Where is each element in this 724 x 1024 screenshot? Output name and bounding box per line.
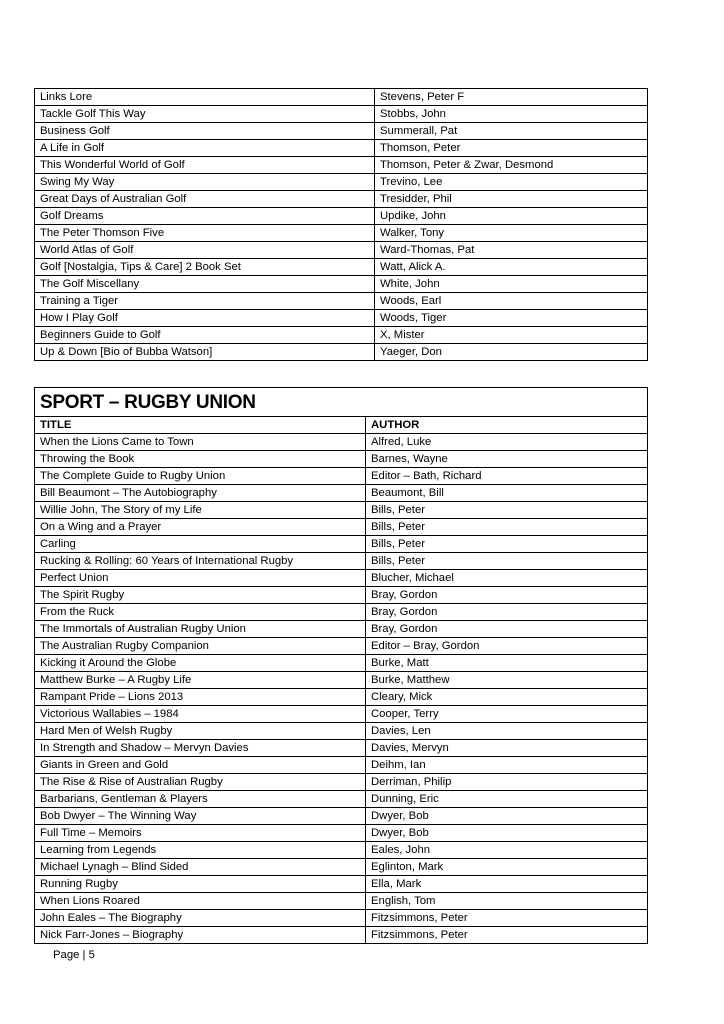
golf-books-body [35,89,648,361]
book-author-cell: Bills, Peter [366,536,648,553]
table-row [35,259,648,276]
book-author-cell: Bray, Gordon [366,604,648,621]
table-row [35,106,648,123]
book-author-cell: Barnes, Wayne [366,451,648,468]
table-row [35,587,648,604]
table-row [35,519,648,536]
book-author-cell: Alfred, Luke [366,434,648,451]
table-row [35,825,648,842]
book-author-cell: Bray, Gordon [366,587,648,604]
book-author-cell: Stobbs, John [375,106,648,123]
book-author-cell: Editor – Bath, Richard [366,468,648,485]
table-row [35,191,648,208]
book-title-cell: Golf Dreams [35,208,375,225]
book-title-cell: The Spirit Rugby [35,587,366,604]
table-row [35,740,648,757]
table-row [35,242,648,259]
table-row [35,910,648,927]
book-title-cell: The Rise & Rise of Australian Rugby [35,774,366,791]
book-author-cell: Summerall, Pat [375,123,648,140]
table-row [35,893,648,910]
table-row [35,327,648,344]
book-title-cell: How I Play Golf [35,310,375,327]
book-author-cell: Trevino, Lee [375,174,648,191]
book-author-cell: Ella, Mark [366,876,648,893]
book-author-cell: Eales, John [366,842,648,859]
book-title-cell: Training a Tiger [35,293,375,310]
book-title-cell: World Atlas of Golf [35,242,375,259]
book-title-cell: Beginners Guide to Golf [35,327,375,344]
book-title-cell: Bob Dwyer – The Winning Way [35,808,366,825]
column-header-row [35,417,648,434]
book-author-cell: White, John [375,276,648,293]
book-title-cell: Perfect Union [35,570,366,587]
book-title-cell: Business Golf [35,123,375,140]
table-row [35,553,648,570]
book-title-cell: Michael Lynagh – Blind Sided [35,859,366,876]
book-author-cell: Burke, Matt [366,655,648,672]
book-author-cell: Bills, Peter [366,519,648,536]
table-row [35,655,648,672]
table-row [35,808,648,825]
table-row [35,927,648,944]
table-row [35,208,648,225]
section-title-row [35,388,648,417]
book-title-cell: This Wonderful World of Golf [35,157,375,174]
book-title-cell: From the Ruck [35,604,366,621]
book-title-cell: Rampant Pride – Lions 2013 [35,689,366,706]
table-row [35,502,648,519]
table-row [35,157,648,174]
table-row [35,859,648,876]
table-row [35,174,648,191]
book-title-cell: Bill Beaumont – The Autobiography [35,485,366,502]
table-row [35,842,648,859]
table-row [35,276,648,293]
book-author-cell: Davies, Mervyn [366,740,648,757]
book-author-cell: Woods, Tiger [375,310,648,327]
table-row [35,689,648,706]
book-title-cell: Hard Men of Welsh Rugby [35,723,366,740]
table-row [35,570,648,587]
book-author-cell: Bills, Peter [366,553,648,570]
book-title-cell: When the Lions Came to Town [35,434,366,451]
book-title-cell: Rucking & Rolling: 60 Years of International Rugby [35,553,366,570]
book-author-cell: Editor – Bray, Gordon [366,638,648,655]
table-row [35,451,648,468]
book-author-cell: Bills, Peter [366,502,648,519]
table-row [35,434,648,451]
book-title-cell: Links Lore [35,89,375,106]
book-author-cell: Eglinton, Mark [366,859,648,876]
table-row [35,876,648,893]
book-title-cell: Matthew Burke – A Rugby Life [35,672,366,689]
book-author-cell: Derriman, Philip [366,774,648,791]
book-title-cell: Kicking it Around the Globe [35,655,366,672]
book-author-cell: Davies, Len [366,723,648,740]
book-author-cell: Burke, Matthew [366,672,648,689]
book-author-cell: Fitzsimmons, Peter [366,927,648,944]
book-title-cell: Up & Down [Bio of Bubba Watson] [35,344,375,361]
book-title-cell: Running Rugby [35,876,366,893]
book-author-cell: Dwyer, Bob [366,808,648,825]
book-title-cell: Full Time – Memoirs [35,825,366,842]
book-author-cell: Blucher, Michael [366,570,648,587]
column-header-author: AUTHOR [366,417,648,434]
book-author-cell: Yaeger, Don [375,344,648,361]
table-row [35,123,648,140]
table-row [35,344,648,361]
book-title-cell: Throwing the Book [35,451,366,468]
page-number: Page | 5 [53,949,95,961]
book-title-cell: The Immortals of Australian Rugby Union [35,621,366,638]
table-row [35,225,648,242]
book-title-cell: Nick Farr-Jones – Biography [35,927,366,944]
table-row [35,293,648,310]
book-author-cell: Deihm, Ian [366,757,648,774]
book-author-cell: English, Tom [366,893,648,910]
book-author-cell: Dwyer, Bob [366,825,648,842]
book-author-cell: Thomson, Peter & Zwar, Desmond [375,157,648,174]
book-author-cell: Bray, Gordon [366,621,648,638]
book-author-cell: Fitzsimmons, Peter [366,910,648,927]
book-title-cell: A Life in Golf [35,140,375,157]
book-author-cell: Thomson, Peter [375,140,648,157]
book-author-cell: Cleary, Mick [366,689,648,706]
book-author-cell: X, Mister [375,327,648,344]
column-header-title: TITLE [35,417,366,434]
table-row [35,757,648,774]
table-row [35,468,648,485]
book-author-cell: Updike, John [375,208,648,225]
book-author-cell: Tresidder, Phil [375,191,648,208]
table-row [35,638,648,655]
book-title-cell: When Lions Roared [35,893,366,910]
book-author-cell: Cooper, Terry [366,706,648,723]
book-title-cell: John Eales – The Biography [35,910,366,927]
section-title: SPORT – RUGBY UNION [35,388,648,417]
book-author-cell: Watt, Alick A. [375,259,648,276]
book-author-cell: Walker, Tony [375,225,648,242]
book-title-cell: Tackle Golf This Way [35,106,375,123]
table-row [35,723,648,740]
book-author-cell: Beaumont, Bill [366,485,648,502]
table-row [35,310,648,327]
book-author-cell: Ward-Thomas, Pat [375,242,648,259]
table-row [35,774,648,791]
book-title-cell: Giants in Green and Gold [35,757,366,774]
book-title-cell: Swing My Way [35,174,375,191]
book-title-cell: Victorious Wallabies – 1984 [35,706,366,723]
book-author-cell: Dunning, Eric [366,791,648,808]
book-author-cell: Woods, Earl [375,293,648,310]
book-title-cell: On a Wing and a Prayer [35,519,366,536]
rugby-union-books-table [34,387,648,944]
book-title-cell: The Australian Rugby Companion [35,638,366,655]
table-row [35,791,648,808]
table-row [35,140,648,157]
table-row [35,706,648,723]
book-title-cell: Willie John, The Story of my Life [35,502,366,519]
table-row [35,604,648,621]
table-row [35,485,648,502]
book-title-cell: In Strength and Shadow – Mervyn Davies [35,740,366,757]
table-row [35,89,648,106]
table-row [35,672,648,689]
table-row [35,536,648,553]
book-title-cell: Golf [Nostalgia, Tips & Care] 2 Book Set [35,259,375,276]
book-title-cell: Barbarians, Gentleman & Players [35,791,366,808]
golf-books-table [34,88,648,361]
book-title-cell: Learning from Legends [35,842,366,859]
book-author-cell: Stevens, Peter F [375,89,648,106]
book-title-cell: The Peter Thomson Five [35,225,375,242]
book-title-cell: The Complete Guide to Rugby Union [35,468,366,485]
table-row [35,621,648,638]
book-title-cell: Carling [35,536,366,553]
rugby-books-body [35,388,648,944]
book-title-cell: The Golf Miscellany [35,276,375,293]
book-title-cell: Great Days of Australian Golf [35,191,375,208]
